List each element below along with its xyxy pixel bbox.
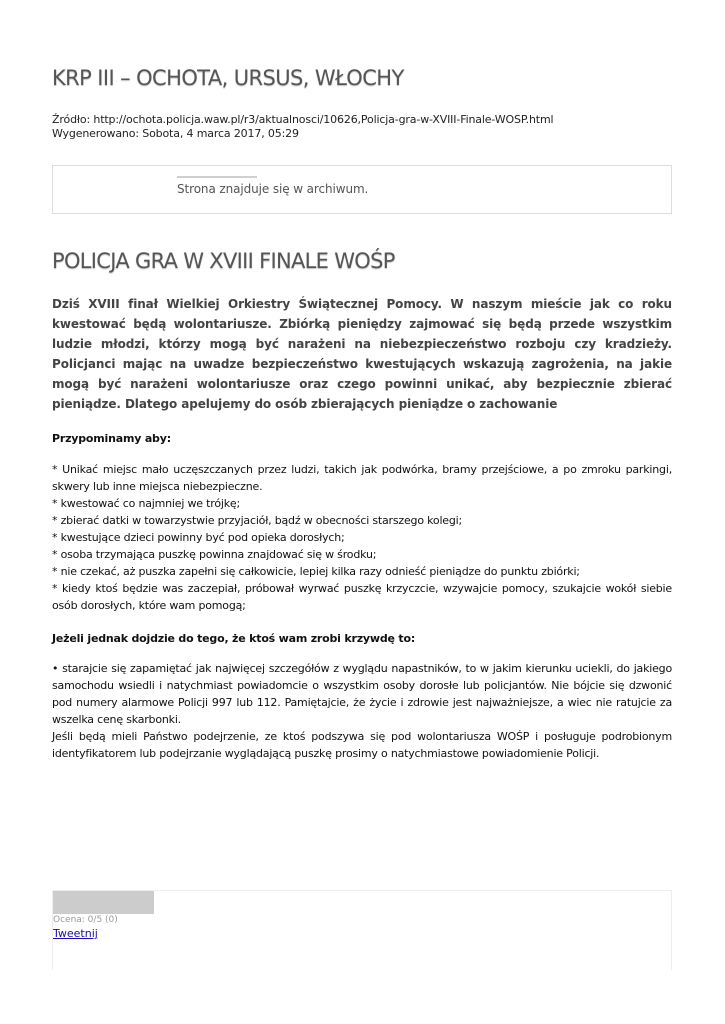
article-title: POLICJA GRA W XVIII FINALE WOŚP <box>52 249 395 273</box>
reminders-section <box>52 430 672 447</box>
generated-date: Wygenerowano: Sobota, 4 marca 2017, 05:29 <box>52 127 299 140</box>
rating-label: Ocena: 0/5 (0) <box>53 915 118 925</box>
incident-section <box>52 630 672 647</box>
reminder-item: * kiedy ktoś będzie was zaczepiał, próbował wyrwać puszkę krzyczcie, wzywajcie pomocy, szukajcie wokół siebie osób dorosłych, które wam pomogą; <box>52 582 672 612</box>
reminder-item: * zbierać datki w towarzystwie przyjaciół, bądź w obecności starszego kolegi; <box>52 514 463 527</box>
reminder-item: * Unikać miejsc mało uczęszczanych przez ludzi, takich jak podwórka, bramy przejściowe, a po zmroku parkingi, skwery lub inne miejsca niebezpieczne. <box>52 463 672 493</box>
archive-notice-bar <box>177 176 257 178</box>
tweet-link[interactable]: Tweetnij <box>53 927 98 940</box>
archive-notice-text: Strona znajduje się w archiwum. <box>177 182 369 196</box>
article-lead: Dziś XVIII finał Wielkiej Orkiestry Świątecznej Pomocy. W naszym mieście jak co roku kwestować będą wolontariusze. Zbiórką pieniędzy zajmować się będą przede wszystkim ludzie młodzi, którzy mogą być narażeni na niebezpieczeństwo rozboju czy kradzieży. Policjanci mając na uwadze bezpieczeństwo kwestujących wskazują zagrożenia, na jakie mogą być narażeni wolontariusze oraz czego powinni unikać, aby bezpiecznie zbierać pieniądze. Dlatego apelujemy do osób zbierających pieniądze o zachowanie <box>52 297 672 411</box>
rating-box <box>52 890 672 970</box>
incident-paragraph: • starajcie się zapamiętać jak najwięcej szczegółów z wyglądu napastników, to w jakim kierunku uciekli, do jakiego samochodu wsiedli i natychmiast powiadomcie o wszystkim osoby dorosłe lub policjantów. Nie bójcie się dzwonić pod numery alarmowe Policji 997 lub 112. Pamiętajcie, że życie i zdrowie jest najważniejsze, a wiec nie ratujcie za wszelka cenę skarbonki. <box>52 662 672 726</box>
reminder-item: * kwestujące dzieci powinny być pod opieka dorosłych; <box>52 531 345 544</box>
reminders-heading: Przypominamy aby: <box>52 432 171 445</box>
reminder-item: * osoba trzymająca puszkę powinna znajdować się w środku; <box>52 548 377 561</box>
print-meta <box>52 113 553 141</box>
archive-notice-box <box>52 165 672 214</box>
reminder-item: * kwestować co najmniej we trójkę; <box>52 497 240 510</box>
source-url: Źródło: http://ochota.policja.waw.pl/r3/aktualnosci/10626,Policja-gra-w-XVIII-Finale-WOSP.html <box>52 113 554 126</box>
rating-stars-bar[interactable] <box>53 891 154 914</box>
reminders-list <box>52 461 672 614</box>
incident-body <box>52 660 672 762</box>
incident-heading: Jeżeli jednak dojdzie do tego, że ktoś wam zrobi krzywdę to: <box>52 632 416 645</box>
reminder-item: * nie czekać, aż puszka zapełni się całkowicie, lepiej kilka razy odnieść pieniądze do punktu zbiórki; <box>52 565 580 578</box>
site-title: KRP III – OCHOTA, URSUS, WŁOCHY <box>52 66 404 90</box>
incident-paragraph: Jeśli będą mieli Państwo podejrzenie, ze ktoś podszywa się pod wolontariusza WOŚP i posługuje podrobionym identyfikatorem lub podejrzanie wyglądającą puszkę prosimy o natychmiastowe powiadomienie Policji. <box>52 730 672 760</box>
